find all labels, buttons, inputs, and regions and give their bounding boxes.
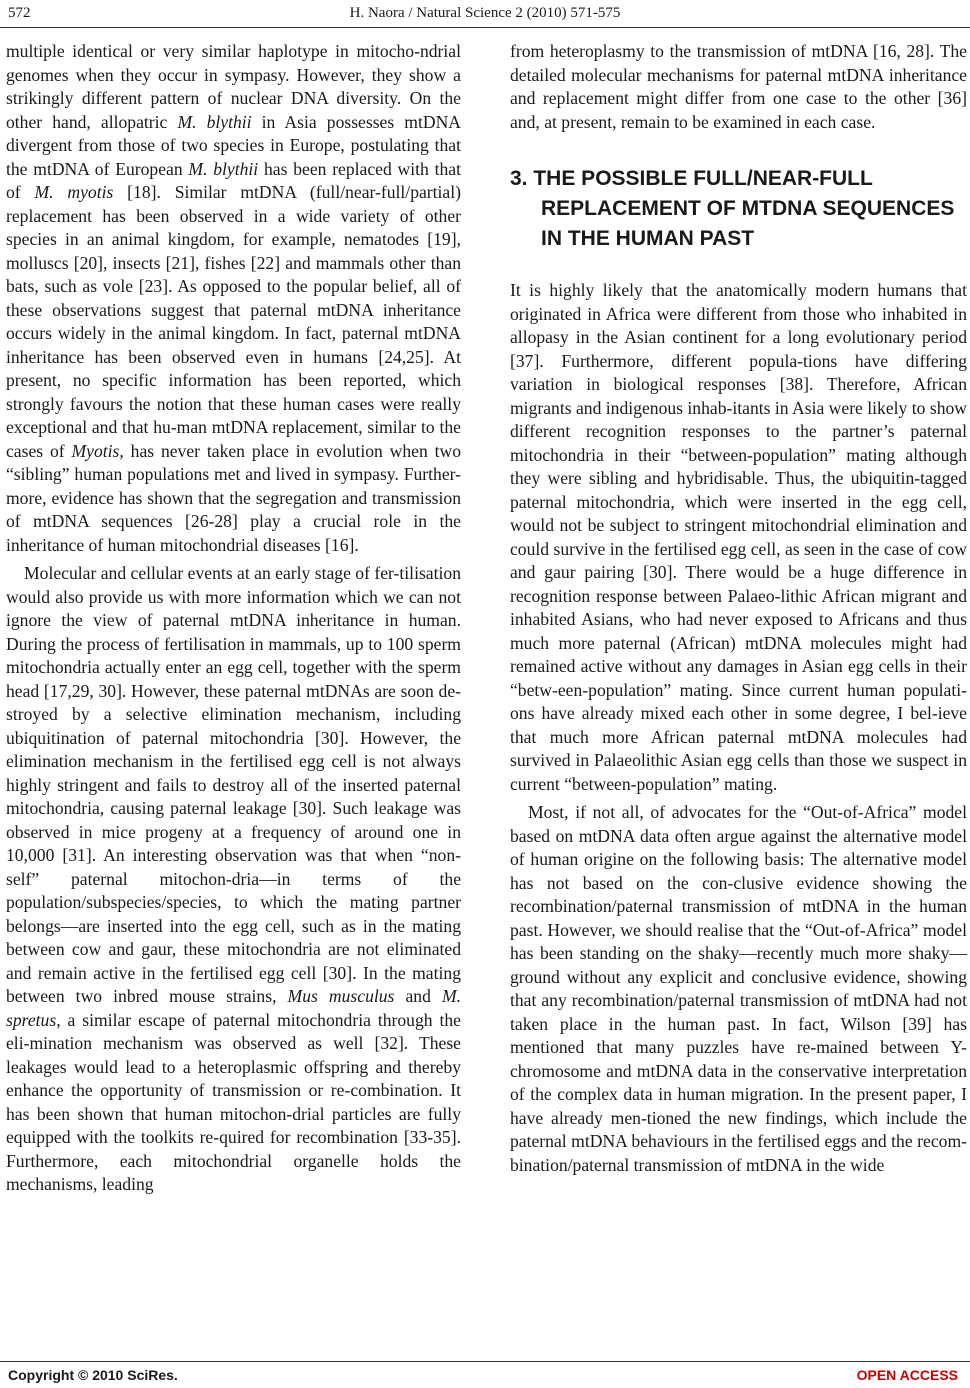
text-run: It is highly likely that the anatomically modern humans that originated in Africa were different from those who inhabited in allopasy in the Asian continent for a long evolutionary period [37]. Furthermore, different popula-tions have differing variation in biological responses [38]. Therefore, African migrants and indigenous inhab-itants in Asia were likely to show different recognition responses to the partner’s paternal mitochondria in their “between-population” mating although they were sibling and hybridisable. Thus, the ubiquitin-tagged paternal mitochondria, which were inserted in the egg cell, would not be subject to stringent mitochondrial elimination and could survive in the fertilised egg cell, as seen in the case of cow and gaur pairing [30]. There would be a huge difference in recognition response between Palaeo-lithic African migrant and inhabited Asians, who had never exposed to Africans and thus much more paternal (African) mtDNA molecules might had remained active without any damages in Asian egg cells in their “betw-een-population” mating. Since current human populati-ons have already mixed each other in some degree, I bel-ieve that much more African paternal mtDNA molecules had survived in Palaeolithic Asian egg cells than those we suspect in current “between-population” mating. [510,280,967,794]
italic-term: M. spretus [6,986,462,1030]
text-run: , a similar escape of paternal mitochondria through the eli-mination mechanism was observed as well [32]. These leakages would lead to a heteroplasmic offspring and thereby enhance the opportunity of transmission or re-combination. It has been shown that human mitochon-drial particles are fully equipped with the toolkits re-quired for recombination [33-35]. Furthermore, each mitochondrial organelle holds the mechanisms, leading [6,1009,461,1194]
text-run: Most, if not all, of advocates for the “Out-of-Africa” model based on mtDNA data often argue against the alternative model of human origine on the following basis: The alternative model has not based on the con-clusive evidence showing the recombination/paternal transmission of mtDNA in the human past. However, we should realise that the “Out-of-Africa” model has been standing on the shaky—recently much more shaky—ground without any explicit and conclusive evidence, showing that any recombination/paternal transmission of mtDNA had not taken place in the human past. In fact, Wilson [39] has mentioned that many puzzles have re-mained between Y-chromosome and mtDNA data in the conservative interpretation of the complex data in human migration. In the present paper, I have already men-tioned the new findings, which include the paternal mtDNA behaviours in the fertilised eggs and the recom-bination/paternal transmission of mtDNA in the wide [510,802,967,1175]
text-run: has been replaced with that of [6,158,461,202]
text-run: [18]. Similar mtDNA (full/near-full/partial) replacement has been observed in a wide variety of other species in an animal kingdom, for example, nematodes [19], molluscs [20], insects [21], fishes [22] and mammals other than bats, such as vole [23]. As opposed to the popular belief, all of these observations suggest that paternal mtDNA inheritance occurs widely in the animal kingdom. In fact, paternal mtDNA inheritance has been observed even in humans [24,25]. At present, no specific information has been reported, which strongly favours the notion that these human cases were really exceptional and that hu-man mtDNA replacement, similar to the cases of [6,182,461,461]
text-run: , has never taken place in evolution when two “sibling” human populations met and lived in sympasy. Further-more, evidence has shown that the segregation and transmission of mtDNA sequences [26-28] play a crucial role in the inheritance of human mitochondrial diseases [16]. [6,440,462,555]
paragraph [6,40,461,557]
italic-term: Mus musculus [287,986,395,1006]
open-access-label: OPEN ACCESS [856,1367,958,1383]
right-column [510,40,967,1177]
italic-term: M. blythii [177,111,252,132]
paragraph [510,801,967,1177]
text-run: in Asia possesses mtDNA divergent from those of two species in Europe, postulating that the mtDNA of European [6,111,461,179]
left-column [6,40,461,1197]
italic-term: M. myotis [34,182,114,202]
text-run: from heteroplasmy to the transmission of mtDNA [16, 28]. The detailed molecular mechanisms for paternal mtDNA inheritance and replacement might differ from one case to the other [36] and, at present, remain to be examined in each case. [510,41,967,132]
paragraph [510,279,967,796]
header-rule [0,27,970,28]
text-run: and [394,986,442,1006]
text-run: multiple identical or very similar haplotype in mitocho-ndrial genomes when they occur in sympasy. However, they show a strikingly different pattern of nuclear DNA diversity. On the other hand, allopatric [6,41,461,132]
copyright-notice: Copyright © 2010 SciRes. [8,1367,178,1383]
paragraph [510,40,967,134]
section-heading: 3. THE POSSIBLE FULL/NEAR-FULL REPLACEMENT OF MTDNA SEQUENCES IN THE HUMAN PAST [510,167,955,250]
paragraph [6,562,461,1197]
page-header [0,0,970,24]
italic-term: M. blythii [188,158,259,179]
page-number: 572 [8,5,31,21]
italic-term: Myotis [71,440,120,461]
text-run: Molecular and cellular events at an early stage of fer-tilisation would also provide us with more information which we can not ignore the view of paternal mtDNA inheritance in human. During the process of fertilisation in mammals, up to 100 sperm mitochondria actually enter an egg cell, together with the sperm head [17,29, 30]. However, these paternal mtDNAs are soon de-stroyed by a selective elimination mechanism, including ubiquitination of paternal mitochondria [30]. However, the elimination mechanism in the fertilised egg cell is not always highly stringent and fails to destroy all of the inserted paternal mitochondria, causing paternal leakage [30]. Such leakage was observed in mice progeny at a frequency of around one in 10,000 [31]. An interesting observation was that when “non-self” paternal mitochon-dria—in terms of the population/subspecies/species, to which the mating partner belongs—are inserted into the egg cell, such as in the mating between cow and gaur, these mitochondria are not eliminated and remain active in the fertilised egg cell [30]. In the mating between two inbred mouse strains, [6,563,461,1006]
running-head: H. Naora / Natural Science 2 (2010) 571-575 [349,5,621,21]
footer-rule [0,1361,970,1362]
